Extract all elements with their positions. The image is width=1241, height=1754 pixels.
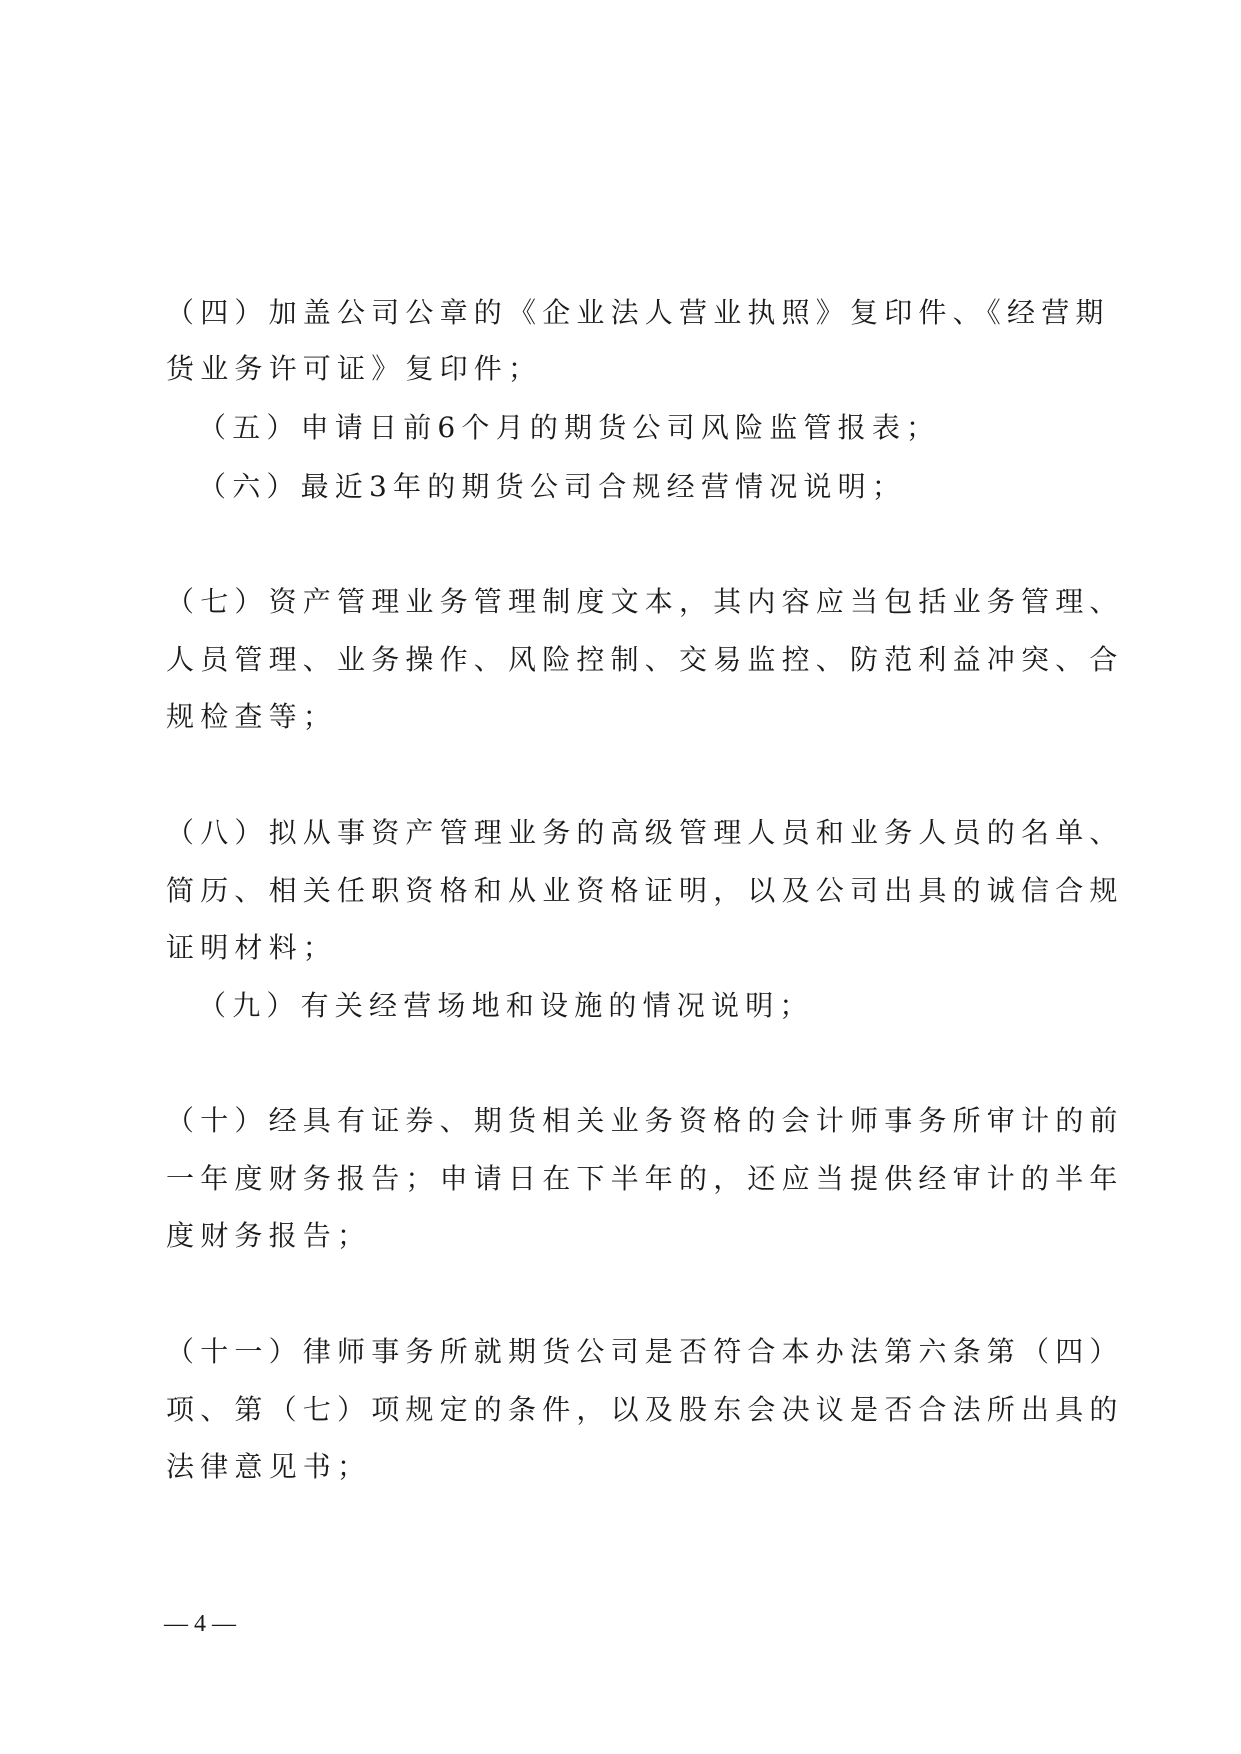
text-line: （五）申请日前6个月的期货公司风险监管报表； xyxy=(198,411,941,444)
text-line: （八）拟从事资产管理业务的高级管理人员和业务人员的名单、 xyxy=(166,816,1124,849)
text-line: 简历、相关任职资格和从业资格证明，以及公司出具的诚信合规 xyxy=(166,874,1124,907)
page-number: — 4 — xyxy=(164,1611,236,1637)
text-line: 规检查等； xyxy=(166,700,338,733)
text-line: （九）有关经营场地和设施的情况说明； xyxy=(198,989,814,1022)
text-line: 项、第（七）项规定的条件，以及股东会决议是否合法所出具的 xyxy=(166,1393,1124,1426)
text-line: （七）资产管理业务管理制度文本，其内容应当包括业务管理、 xyxy=(166,585,1124,618)
text-line: 度财务报告； xyxy=(166,1219,372,1252)
text-line: （四）加盖公司公章的《企业法人营业执照》复印件、《经营期 xyxy=(166,296,1110,329)
text-line: 一年度财务报告；申请日在下半年的，还应当提供经审计的半年 xyxy=(166,1162,1124,1195)
text-line: 证明材料； xyxy=(166,931,338,964)
text-line: 货业务许可证》复印件； xyxy=(166,352,543,385)
text-line: （十一）律师事务所就期货公司是否符合本办法第六条第（四） xyxy=(166,1335,1124,1368)
text-line: 法律意见书； xyxy=(166,1450,372,1483)
text-line: （十）经具有证券、期货相关业务资格的会计师事务所审计的前 xyxy=(166,1104,1124,1137)
text-line: （六）最近3年的期货公司合规经营情况说明； xyxy=(198,470,907,503)
text-line: 人员管理、业务操作、风险控制、交易监控、防范利益冲突、合 xyxy=(166,643,1124,676)
